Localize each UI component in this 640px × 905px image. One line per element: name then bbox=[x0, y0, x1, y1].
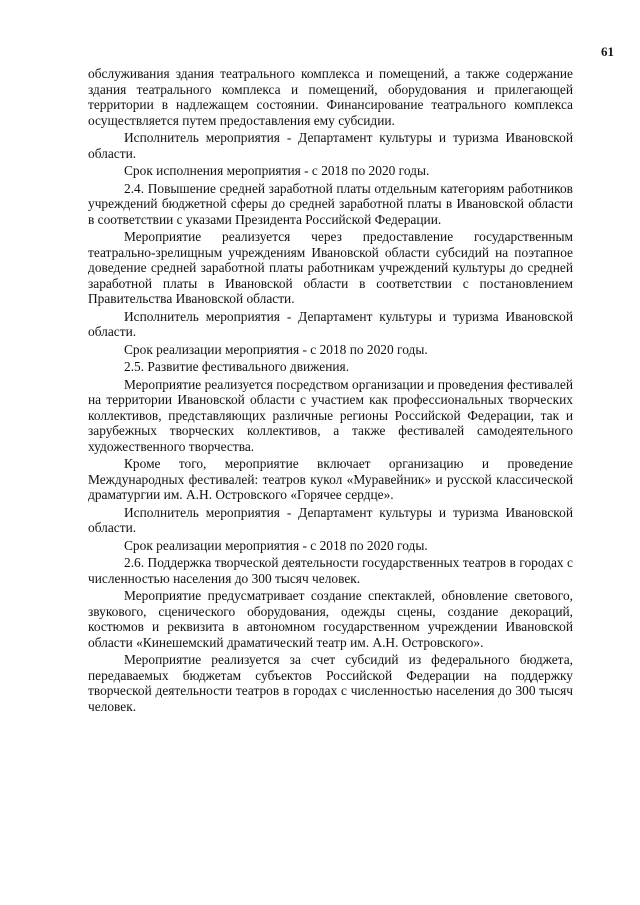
page-number: 61 bbox=[601, 44, 614, 59]
paragraph-term-3: Срок реализации мероприятия - с 2018 по 2020 годы. bbox=[124, 537, 428, 553]
section-heading-2-5: 2.5. Развитие фестивального движения. bbox=[124, 359, 350, 374]
paragraph-international-festivals: Кроме того, мероприятие включает организацию и проведение Международных фестивалей: театров кукол «Муравейник» и русской классической драматургии им. А.Н. Островского «Горячее сердце». bbox=[88, 456, 573, 502]
paragraph-term-2: Срок реализации мероприятия - с 2018 по 2020 годы. bbox=[124, 341, 428, 357]
paragraph-performance-creation: Мероприятие предусматривает создание спектаклей, обновление светового, звукового, сценического оборудования, одежды сцены, создание декораций, костюмов и реквизита в автономном государственном учреждении Ивановской области «Кинешемский драматический театр им. А.Н. Островского». bbox=[88, 588, 573, 650]
paragraph-federal-subsidies: Мероприятие реализуется за счет субсидий из федерального бюджета, передаваемых бюджетам субъектов Российской Федерации на поддержку творческой деятельности театров в городах с численностью населения до 300 тысяч человек. bbox=[88, 652, 573, 714]
paragraph-term-1: Срок исполнения мероприятия - с 2018 по 2020 годы. bbox=[124, 163, 430, 178]
document-body bbox=[88, 66, 573, 714]
paragraph-salary-subsidies: Мероприятие реализуется через предоставление государственным театрально-зрелищным учреждениям Ивановской области субсидий на поэтапное доведение средней заработной платы работникам учреждений культуры до средней заработной платы в Ивановской области в соответствии с постановлением Правительства Ивановской области. bbox=[88, 229, 573, 306]
paragraph-festival-organization: Мероприятие реализуется посредством организации и проведения фестивалей на территории Ивановской области с участием как профессиональных творческих коллективов, представляющих различные регионы Российской Федерации, так и зарубежных творческих коллективов, а также фестивалей самодеятельного художественного творчества. bbox=[88, 376, 573, 454]
paragraph-executor-3: Исполнитель мероприятия - Департамент культуры и туризма Ивановской области. bbox=[88, 504, 573, 535]
section-heading-2-4: 2.4. Повышение средней заработной платы отдельным категориям работников учреждений бюджетной сферы до средней заработной платы в Ивановской области в соответствии с указами Президента Российской Федерации. bbox=[88, 180, 573, 227]
section-heading-2-6: 2.6. Поддержка творческой деятельности государственных театров в городах с численностью населения до 300 тысяч человек. bbox=[88, 555, 573, 586]
paragraph-executor-2: Исполнитель мероприятия - Департамент культуры и туризма Ивановской области. bbox=[88, 308, 573, 339]
paragraph-executor-1: Исполнитель мероприятия - Департамент культуры и туризма Ивановской области. bbox=[88, 130, 573, 161]
paragraph-theatre-complex-maintenance: обслуживания здания театрального комплекса и помещений, а также содержание здания театрального комплекса и помещений, оборудования и прилегающей территории в надлежащем состоянии. Финансирование театрального комплекса осуществляется путем предоставления ему субсидии. bbox=[88, 66, 573, 128]
